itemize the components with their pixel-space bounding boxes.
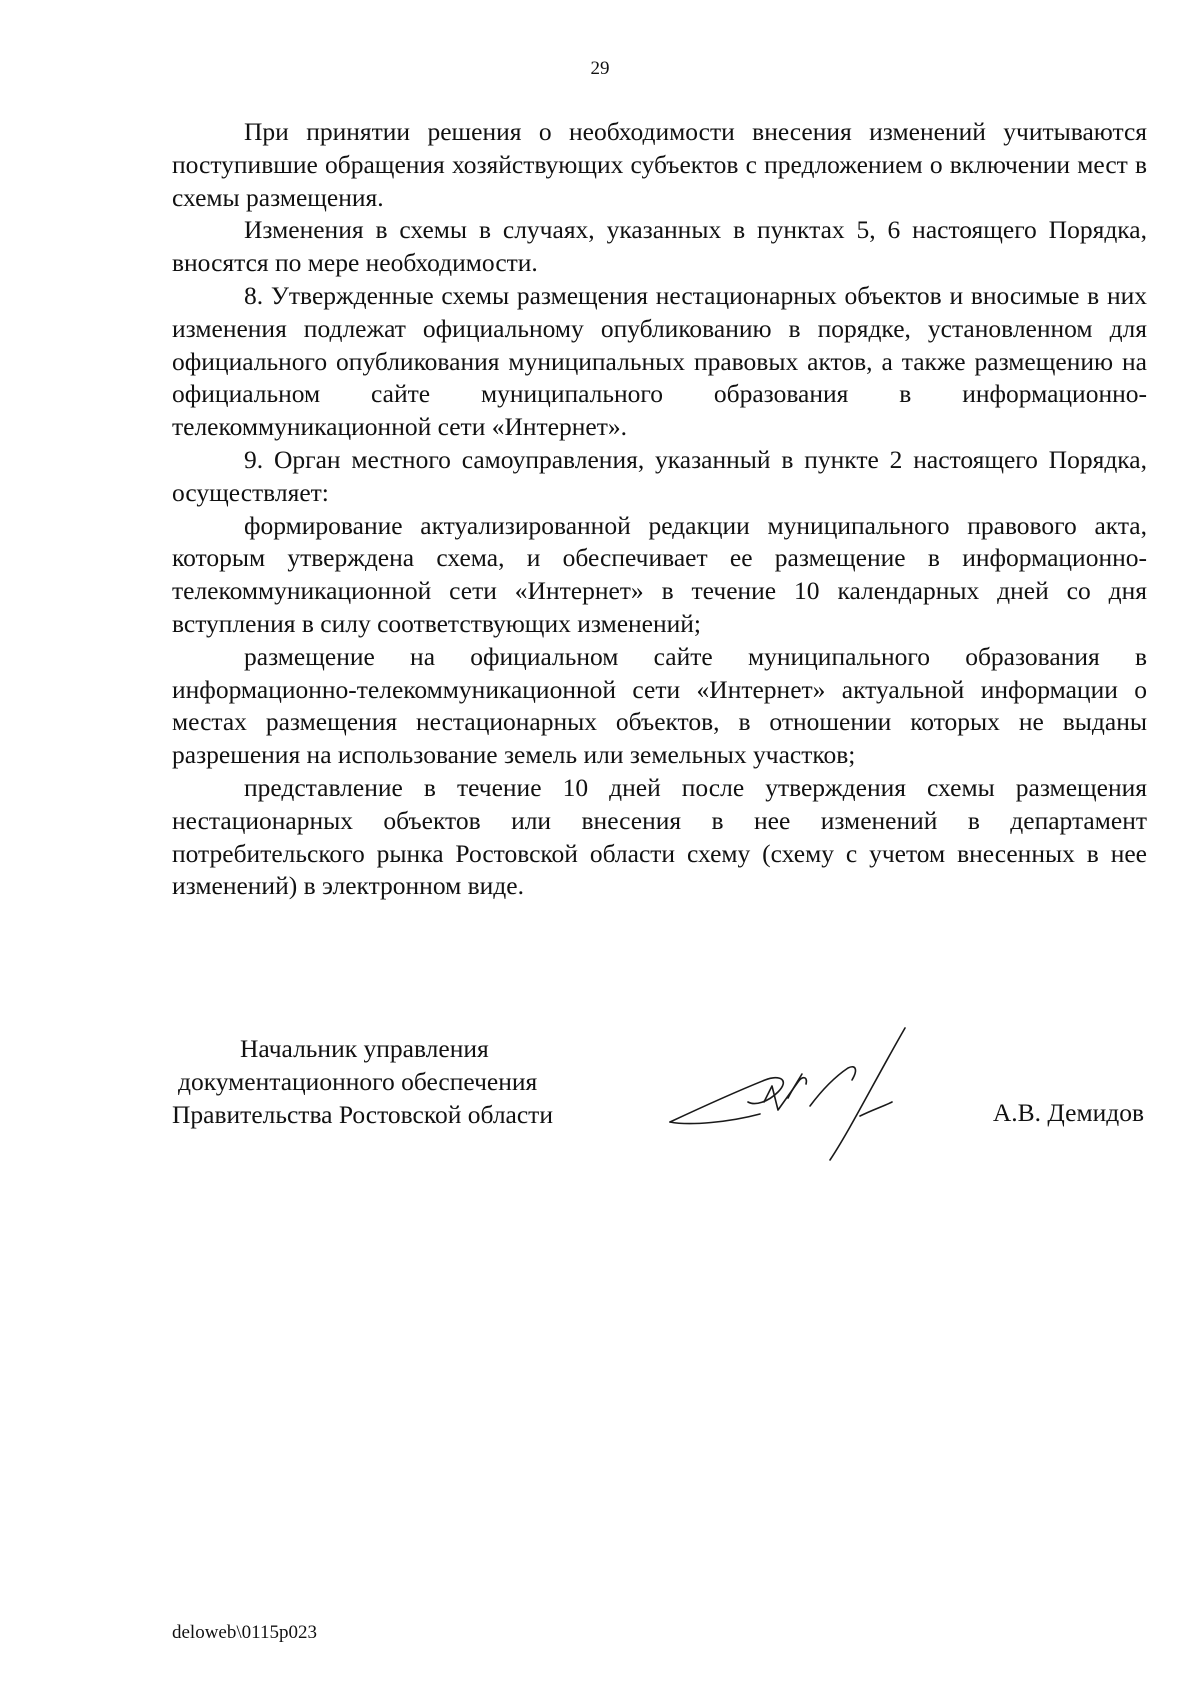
handwritten-signature [660,1010,950,1170]
position-line-3: Правительства Ростовской области [172,1100,553,1129]
paragraph-item-9-formation: формирование актуализированной редакции муниципального правового акта, которым утверждена схема, и обеспечивает ее размещение в информационно-телекоммуникационной сети «Интернет» в течение 10 календарных дней со дня вступления в силу соответствующих изменений; [172,510,1147,638]
signer-name: А.В. Демидов [992,1098,1144,1127]
paragraph-item-9-publication: размещение на официальном сайте муниципального образования в информационно-телекоммуникационной сети «Интернет» актуальной информации о местах размещения нестационарных объектов, в отношении которых не выданы разрешения на использование земель или земельных участков; [172,641,1147,770]
document-body [172,116,1147,903]
position-line-2: документационного обеспечения [178,1067,538,1096]
position-line-1: Начальник управления [240,1034,489,1063]
signatory-position [172,1032,612,1131]
page-number: 29 [590,58,610,79]
paragraph-changes-consideration: При принятии решения о необходимости внесения изменений учитываются поступившие обращения хозяйствующих субъектов с предложением о включении мест в схемы размещения. [172,117,1147,212]
paragraph-item-8: 8. Утвержденные схемы размещения нестационарных объектов и вносимые в них изменения подлежат официальному опубликованию в порядке, установленном для официального опубликования муниципальных правовых актов, а также размещению на официальном сайте муниципального образования в информационно-телекоммуникационной сети «Интернет». [172,280,1147,442]
paragraph-item-9-submission: представление в течение 10 дней после утверждения схемы размещения нестационарных объектов или внесения в нее изменений в департамент потребительского рынка Ростовской области схему (схему с учетом внесенных в нее изменений) в электронном виде. [172,772,1147,901]
document-code: deloweb\0115p023 [172,1622,317,1643]
paragraph-item-9: 9. Орган местного самоуправления, указанный в пункте 2 настоящего Порядка, осуществляет: [172,444,1147,507]
paragraph-changes-timing: Изменения в схемы в случаях, указанных в пунктах 5, 6 настоящего Порядка, вносятся по мере необходимости. [172,215,1147,278]
